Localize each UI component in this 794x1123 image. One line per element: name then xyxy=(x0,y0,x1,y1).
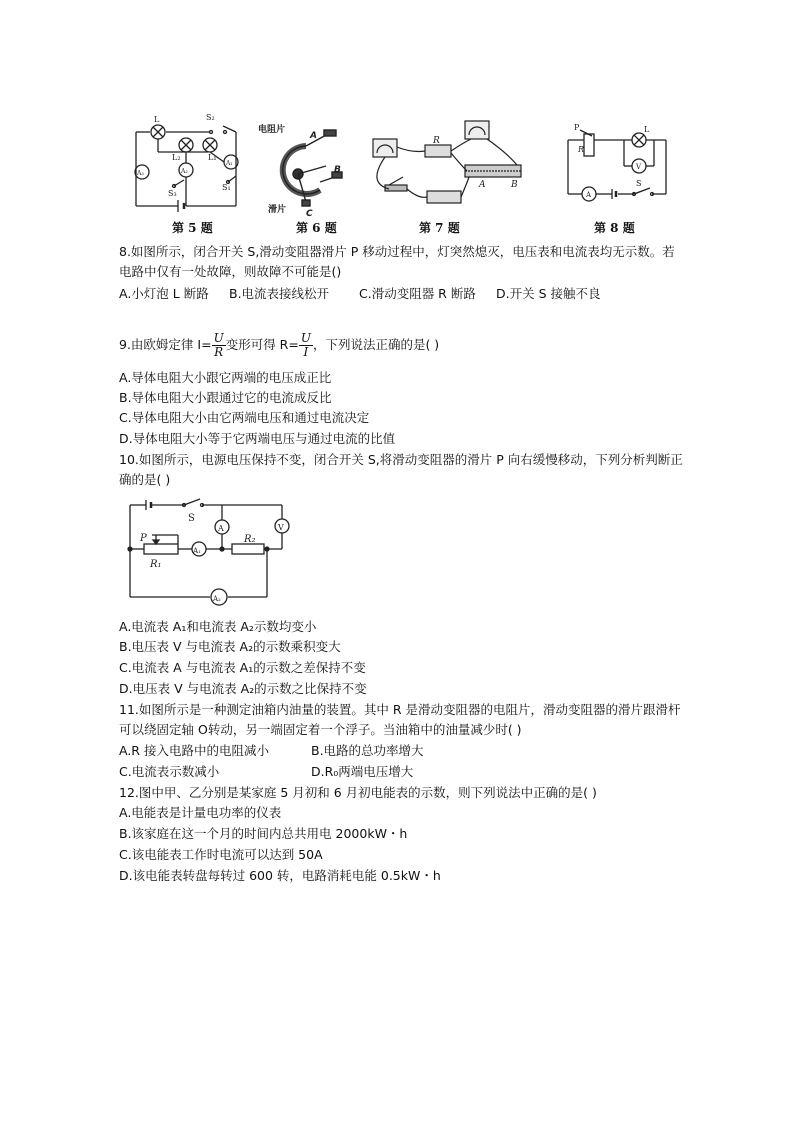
frac2-den: I xyxy=(303,345,309,359)
label-S: S xyxy=(636,179,642,188)
label-A: A xyxy=(218,524,224,533)
label-B: B xyxy=(334,165,341,175)
caption-fig7: 第 7 题 xyxy=(419,221,460,235)
q9-option-a: A.导体电阻大小跟它两端的电压成正比 xyxy=(119,370,332,385)
label-R: R xyxy=(578,145,585,154)
label-S2: S₂ xyxy=(206,113,215,122)
label-A1: A₁ xyxy=(226,160,233,167)
figure-5-circuit xyxy=(128,112,243,214)
frac1-den: R xyxy=(214,345,224,359)
question-10-stem: 10.如图所示，电源电压保持不变，闭合开关 S,将滑动变阻器的滑片 P 向右缓慢移动，下列分析判断正确的是( ) xyxy=(119,452,683,487)
label-R: R xyxy=(433,136,440,146)
label-resistor-strip: 电阻片 xyxy=(258,125,286,135)
label-S3: S₃ xyxy=(168,189,177,198)
label-P: P xyxy=(140,533,147,544)
label-L: L xyxy=(644,125,650,134)
caption-fig8: 第 8 题 xyxy=(594,221,635,235)
label-L1: L₁ xyxy=(208,153,217,162)
question-12-stem: 12.图中甲、乙分别是某家庭 5 月初和 6 月初电能表的示数，则下列说法中正确的是( ) xyxy=(119,785,597,800)
q12-option-b: B.该家庭在这一个月的时间内总共用电 2000kW・h xyxy=(119,826,408,841)
q10-option-c: C.电流表 A 与电流表 A₁的示数之差保持不变 xyxy=(119,660,366,675)
q9-prefix: 9.由欧姆定律 I= xyxy=(119,337,212,352)
q8-option-b: B.电流表接线松开 xyxy=(229,286,330,301)
q9-suffix: ，下列说法正确的是( ) xyxy=(312,337,440,352)
caption-fig6: 第 6 题 xyxy=(296,221,337,235)
q12-option-c: C.该电能表工作时电流可以达到 50A xyxy=(119,847,323,862)
label-V: V xyxy=(636,163,642,171)
label-A2: A₂ xyxy=(213,595,221,603)
q8-option-d: D.开关 S 接触不良 xyxy=(496,286,601,301)
label-A: A xyxy=(310,131,317,141)
question-11-stem: 11.如图所示是一种测定油箱内油量的装置。其中 R 是滑动变阻器的电阻片，滑动变阻器的滑片跟滑杆可以绕固定轴 O转动，另一端固定着一个浮子。当油箱中的油量减少时( ) xyxy=(119,702,681,737)
frac2-num: U xyxy=(300,331,311,345)
fraction-u-over-r xyxy=(212,332,226,359)
label-P: P xyxy=(574,123,580,132)
figure-7-apparatus xyxy=(367,113,527,213)
question-9-stem xyxy=(119,330,439,360)
q10-option-d: D.电压表 V 与电流表 A₂的示数之比保持不变 xyxy=(119,681,367,696)
frac1-num: U xyxy=(213,331,224,345)
q10-option-b: B.电压表 V 与电流表 A₂的示数乘积变大 xyxy=(119,639,341,654)
label-R1: R₁ xyxy=(150,559,162,570)
q9-middle: 变形可得 R= xyxy=(225,337,299,352)
q9-option-c: C.导体电阻大小由它两端电压和通过电流决定 xyxy=(119,410,370,425)
q11-option-d: D.R₀两端电压增大 xyxy=(311,764,414,779)
q12-option-a: A.电能表是计量电功率的仪表 xyxy=(119,805,282,820)
label-R2: R₂ xyxy=(244,534,256,545)
q9-option-d: D.导体电阻大小等于它两端电压与通过电流的比值 xyxy=(119,431,396,446)
figure-8-circuit xyxy=(562,122,674,206)
label-L2: L₂ xyxy=(172,153,181,162)
q11-option-b: B.电路的总功率增大 xyxy=(311,743,424,758)
figure-10-circuit xyxy=(122,497,297,609)
label-B: B xyxy=(511,180,518,190)
q11-option-c: C.电流表示数减小 xyxy=(119,764,220,779)
label-L: L xyxy=(154,115,160,124)
q8-option-c: C.滑动变阻器 R 断路 xyxy=(359,286,476,301)
label-A2: A₂ xyxy=(181,168,188,175)
q11-option-a: A.R 接入电路中的电阻减小 xyxy=(119,743,269,758)
label-A: A xyxy=(479,180,486,190)
label-V: V xyxy=(278,523,284,532)
fraction-u-over-i xyxy=(299,332,313,359)
q8-option-a: A.小灯泡 L 断路 xyxy=(119,286,209,301)
figure-6-rheostat xyxy=(258,116,358,216)
q9-option-b: B.导体电阻大小跟通过它的电流成反比 xyxy=(119,390,332,405)
label-S1: S₁ xyxy=(222,183,231,192)
question-8-stem: 8.如图所示，闭合开关 S,滑动变阻器滑片 P 移动过程中，灯突然熄灭，电压表和电流表均无示数。若电路中仅有一处故障，则故障不可能是() xyxy=(119,244,675,279)
label-slider: 滑片 xyxy=(268,205,287,215)
label-S: S xyxy=(188,513,195,524)
label-A3: A₃ xyxy=(137,170,144,177)
q12-option-d: D.该电能表转盘每转过 600 转，电路消耗电能 0.5kW・h xyxy=(119,868,441,883)
label-A1: A₁ xyxy=(193,547,201,555)
label-A: A xyxy=(586,191,592,199)
q10-option-a: A.电流表 A₁和电流表 A₂示数均变小 xyxy=(119,619,317,634)
label-C: C xyxy=(306,209,313,216)
caption-fig5: 第 5 题 xyxy=(172,221,213,235)
